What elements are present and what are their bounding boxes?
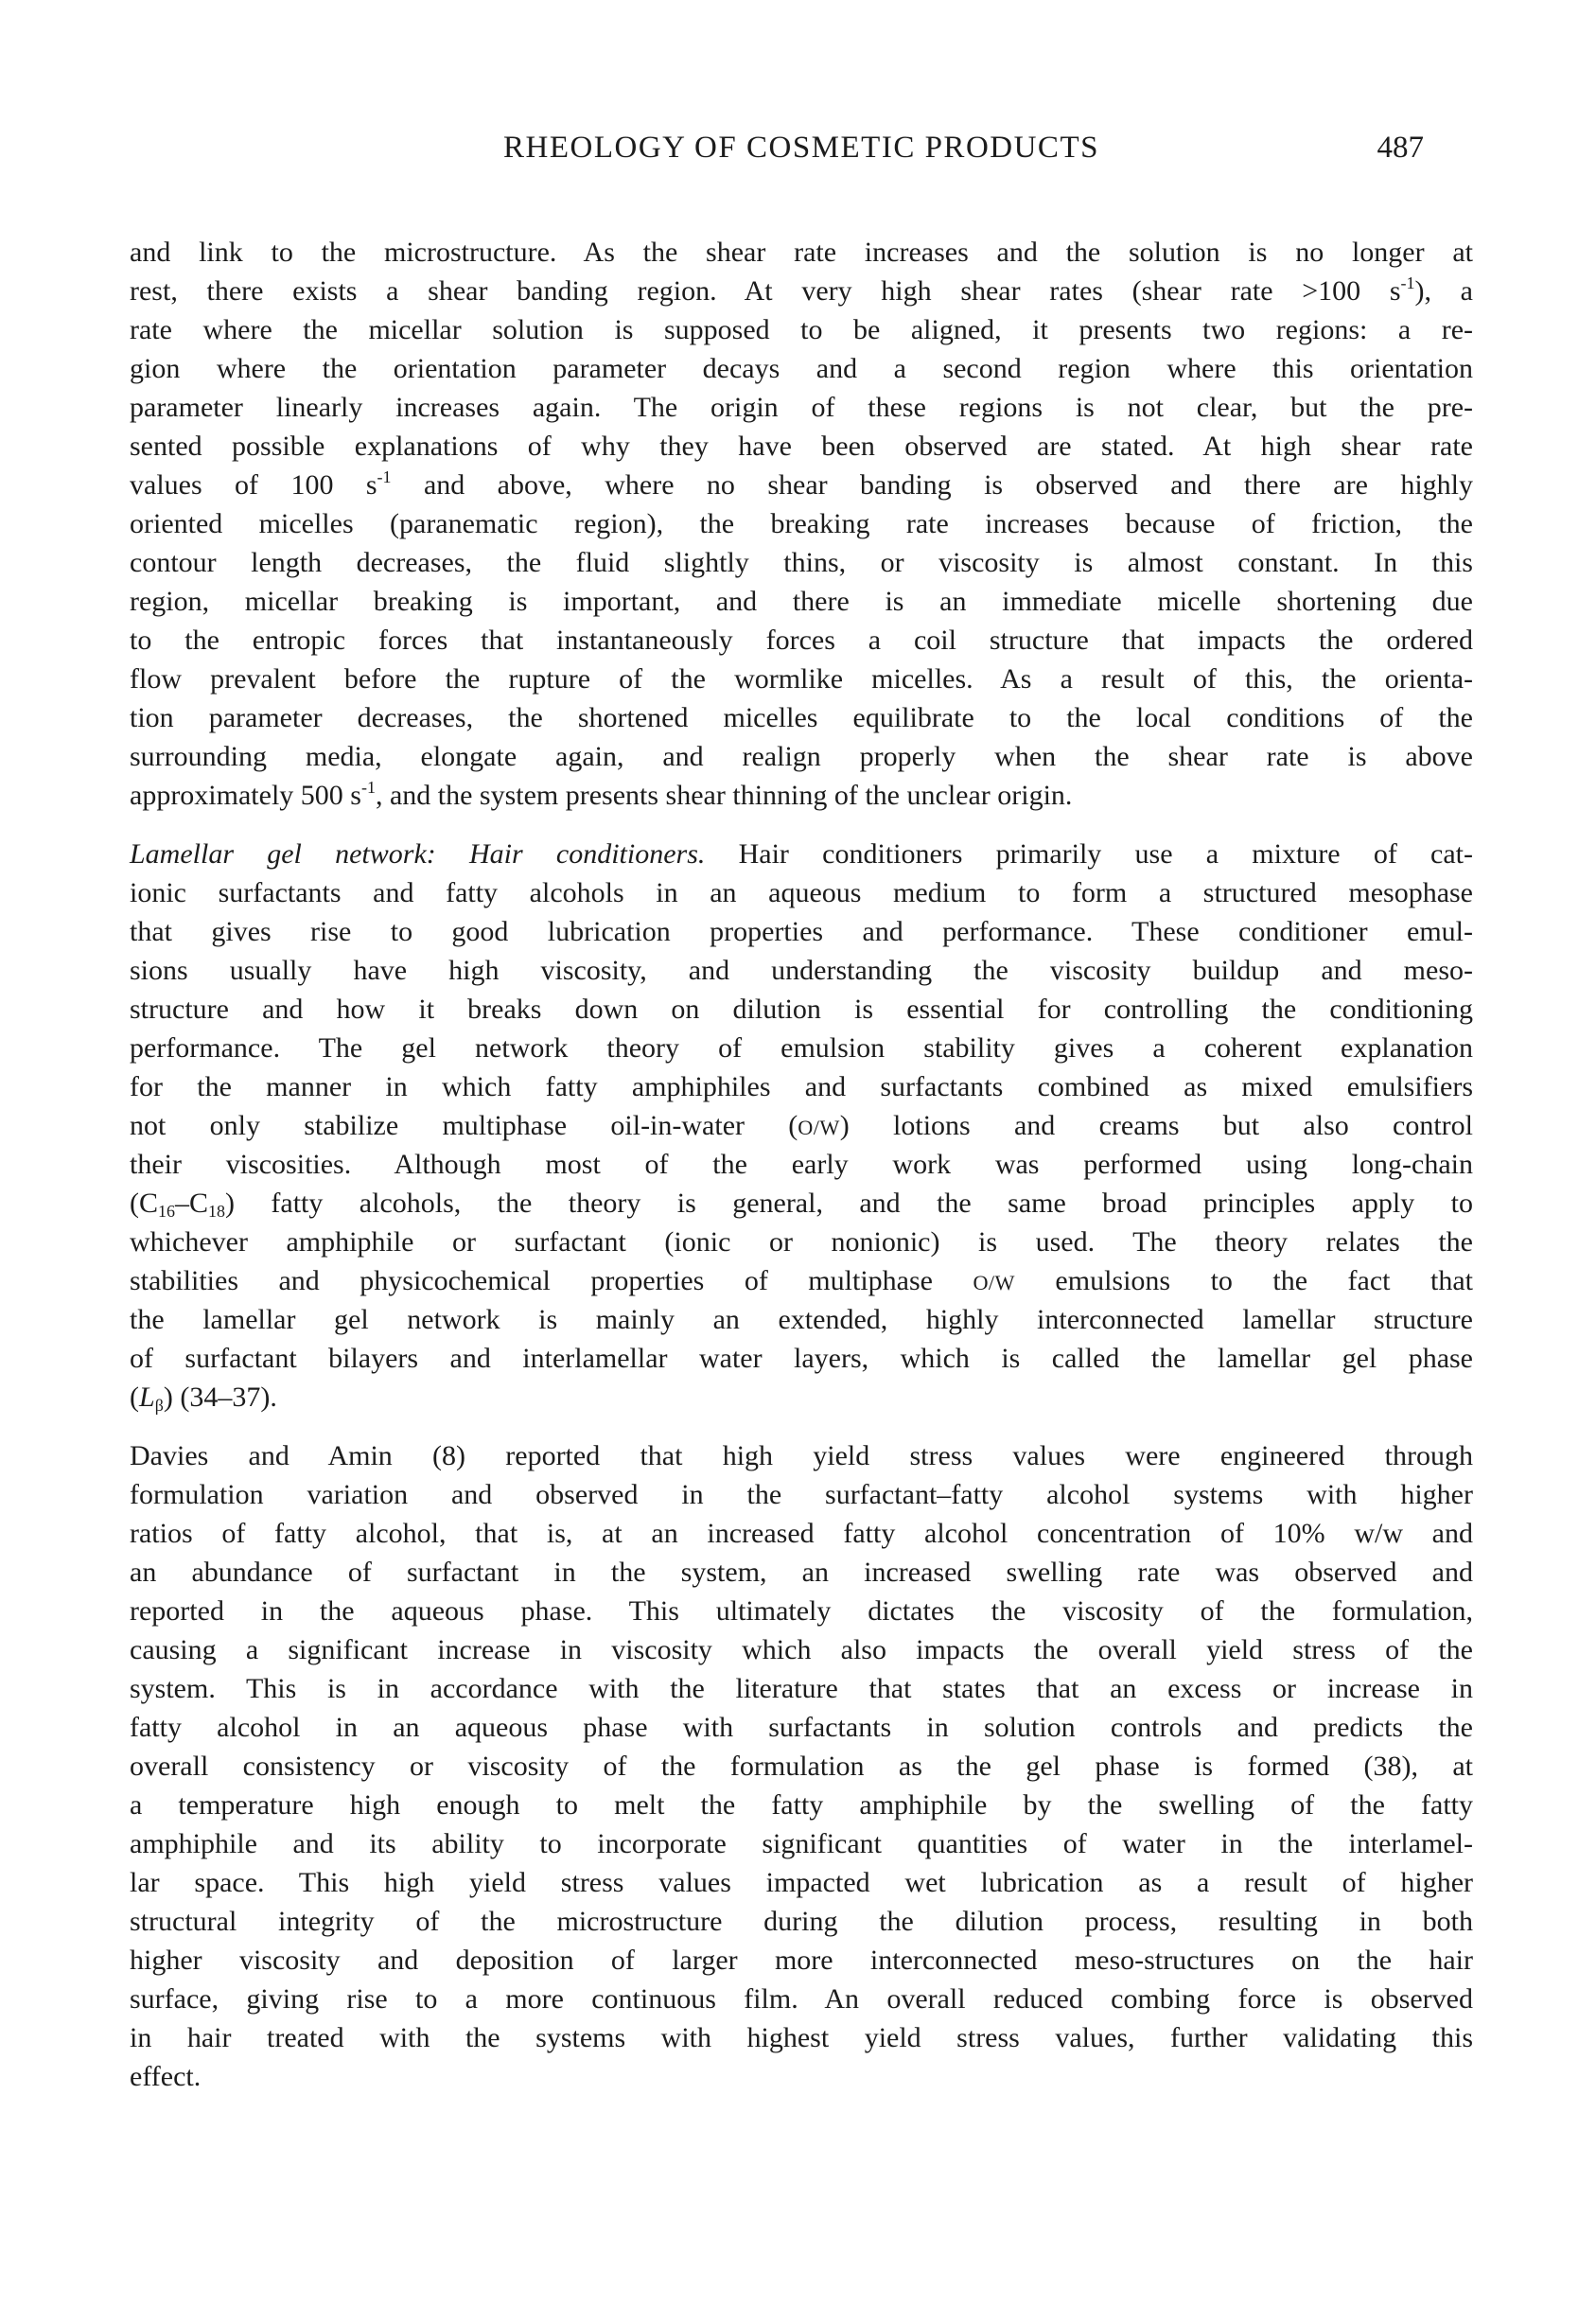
page-body xyxy=(130,233,1473,2096)
text-line: surface, giving rise to a more continuous film. An overall reduced combing force is observed xyxy=(130,1983,1473,2015)
paragraph-1 xyxy=(130,233,1473,815)
text-line: sented possible explanations of why they have been observed are stated. At high shear rate xyxy=(130,431,1473,462)
text-line: oriented micelles (paranematic region), the breaking rate increases because of friction, the xyxy=(130,508,1473,539)
text-line: their viscosities. Although most of the early work was performed using long-chain xyxy=(130,1149,1473,1180)
text-line: amphiphile and its ability to incorporate significant quantities of water in the interlamel- xyxy=(130,1828,1473,1859)
text-line: not only stabilize multiphase oil-in-water (O/W) lotions and creams but also control xyxy=(130,1110,1473,1141)
text-line: effect. xyxy=(130,2061,202,2092)
text-line: rate where the micellar solution is supposed to be aligned, it presents two regions: a re- xyxy=(130,314,1473,345)
text-line: to the entropic forces that instantaneously forces a coil structure that impacts the ordered xyxy=(130,625,1473,656)
text-line: that gives rise to good lubrication properties and performance. These conditioner emul- xyxy=(130,916,1473,947)
text-line: parameter linearly increases again. The origin of these regions is not clear, but the pre- xyxy=(130,392,1473,423)
text-line: contour length decreases, the fluid slightly thins, or viscosity is almost constant. In this xyxy=(130,547,1473,578)
text-line: ratios of fatty alcohol, that is, at an increased fatty alcohol concentration of 10% w/w and xyxy=(130,1518,1473,1549)
text-line: gion where the orientation parameter decays and a second region where this orientation xyxy=(130,353,1473,384)
paragraph-3 xyxy=(130,1436,1473,2096)
text-line: structure and how it breaks down on dilution is essential for controlling the conditioning xyxy=(130,994,1473,1025)
text-line: reported in the aqueous phase. This ultimately dictates the viscosity of the formulation, xyxy=(130,1595,1473,1627)
text-line: flow prevalent before the rupture of the wormlike micelles. As a result of this, the orienta- xyxy=(130,663,1473,695)
text-line: of surfactant bilayers and interlamellar water layers, which is called the lamellar gel phase xyxy=(130,1343,1473,1374)
text-line: values of 100 $s^{-1}$ and above, where no shear banding is observed and there are highly xyxy=(130,467,1474,501)
running-head-title: RHEOLOGY OF COSMETIC PRODUCTS xyxy=(503,131,1099,165)
text-line: for the manner in which fatty amphiphiles and surfactants combined as mixed emulsifiers xyxy=(130,1071,1473,1102)
text-line: sions usually have high viscosity, and understanding the viscosity buildup and meso- xyxy=(130,955,1473,986)
text-line: the lamellar gel network is mainly an extended, highly interconnected lamellar structure xyxy=(130,1304,1473,1335)
text-line: approximately 500 $s^{-1}$, and the system presents shear thinning of the unclear origin. xyxy=(130,778,1073,811)
text-line: causing a significant increase in viscosity which also impacts the overall yield stress of the xyxy=(130,1634,1473,1665)
text-line: and link to the microstructure. As the shear rate increases and the solution is no longer at xyxy=(130,237,1473,268)
text-line: $(L_\beta)$ (34–37). xyxy=(130,1382,277,1416)
text-line: formulation variation and observed in the surfactant–fatty alcohol systems with higher xyxy=(130,1479,1473,1510)
text-line: tion parameter decreases, the shortened micelles equilibrate to the local conditions of the xyxy=(130,702,1473,733)
text-line: region, micellar breaking is important, and there is an immediate micelle shortening due xyxy=(130,586,1473,617)
page-number: 487 xyxy=(1377,131,1424,165)
text-line: lar space. This high yield stress values impacted wet lubrication as a result of higher xyxy=(130,1867,1473,1898)
text-line: whichever amphiphile or surfactant (ionic or nonionic) is used. The theory relates the xyxy=(130,1226,1473,1258)
text-line: Davies and Amin (8) reported that high yield stress values were engineered through xyxy=(130,1440,1473,1471)
text-line: structural integrity of the microstructure during the dilution process, resulting in both xyxy=(130,1906,1473,1937)
text-line: ionic surfactants and fatty alcohols in an aqueous medium to form a structured mesophase xyxy=(130,877,1473,908)
text-line: higher viscosity and deposition of larger more interconnected meso-structures on the hair xyxy=(130,1945,1473,1976)
text-line: stabilities and physicochemical properties of multiphase O/W emulsions to the fact that xyxy=(130,1265,1473,1296)
page-header xyxy=(130,131,1473,168)
text-line: in hair treated with the systems with highest yield stress values, further validating this xyxy=(130,2022,1473,2053)
text-line: system. This is in accordance with the literature that states that an excess or increase in xyxy=(130,1673,1473,1704)
text-line: Lamellar gel network: Hair conditioners. Hair conditioners primarily use a mixture of cat- xyxy=(130,838,1473,870)
text-line: surrounding media, elongate again, and realign properly when the shear rate is above xyxy=(130,741,1473,772)
text-line: an abundance of surfactant in the system, an increased swelling rate was observed and xyxy=(130,1557,1473,1588)
paragraph-2 xyxy=(130,835,1473,1417)
text-line: fatty alcohol in an aqueous phase with surfactants in solution controls and predicts the xyxy=(130,1712,1473,1743)
text-line: a temperature high enough to melt the fatty amphiphile by the swelling of the fatty xyxy=(130,1789,1473,1821)
text-line: rest, there exists a shear banding region. At very high shear rates (shear rate >100 $s^{-1}$), a xyxy=(130,273,1473,307)
text-line: $(C_{16}-C_{18})$ fatty alcohols, the theory is general, and the same broad principles apply to xyxy=(130,1188,1473,1222)
text-line: overall consistency or viscosity of the formulation as the gel phase is formed (38), at xyxy=(130,1751,1473,1782)
text-line: performance. The gel network theory of emulsion stability gives a coherent explanation xyxy=(130,1032,1473,1064)
